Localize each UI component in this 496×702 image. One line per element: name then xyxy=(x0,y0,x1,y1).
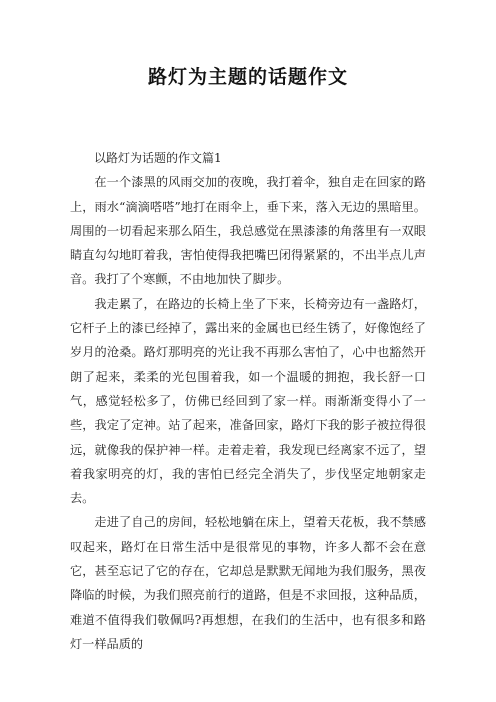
paragraph-3: 走进了自己的房间，轻松地躺在床上，望着天花板，我不禁感叹起来，路灯在日常生活中是很常见的事物，许多人都不会在意它，甚至忘记了它的存在，它却总是默默无闻地为我们服务，黑夜降临的时候，为我们照亮前行的道路，但是不求回报，这种品质，难道不值得我们敬佩吗?再想想，在我们的生活中，也有很多和路灯一样品质的 xyxy=(70,515,426,651)
paragraph-2: 我走累了，在路边的长椅上坐了下来，长椅旁边有一盏路灯，它杆子上的漆已经掉了，露出来的金属也已经生锈了，好像饱经了岁月的沧桑。路灯那明亮的光让我不再那么害怕了，心中也豁然开朗了起来，柔柔的光包围着我，如一个温暖的拥抱，我长舒一口气，感觉轻松多了，仿佛已经回到了家一样。雨渐渐变得小了一些，我定了定神。站了起来，准备回家，路灯下我的影子被拉得很远，就像我的保护神一样。走着走着，我发现已经离家不远了，望着我家明亮的灯，我的害怕已经完全消失了，步伐坚定地朝家走去。 xyxy=(70,296,426,506)
document-title: 路灯为主题的话题作文 xyxy=(147,66,348,88)
essay-heading: 以路灯为话题的作文篇1 xyxy=(94,151,222,165)
document-body xyxy=(70,146,426,656)
paragraph-1: 在一个漆黑的风雨交加的夜晚，我打着伞，独自走在回家的路上，雨水“滴滴嗒嗒”地打在雨伞上，垂下来，落入无边的黑暗里。周围的一切看起来那么陌生，我总感觉在黑漆漆的角落里有一双眼睛直勾勾地盯着我，害怕使得我把嘴巴闭得紧紧的，不出半点儿声音。我打了个寒颤，不由地加快了脚步。 xyxy=(70,175,426,287)
